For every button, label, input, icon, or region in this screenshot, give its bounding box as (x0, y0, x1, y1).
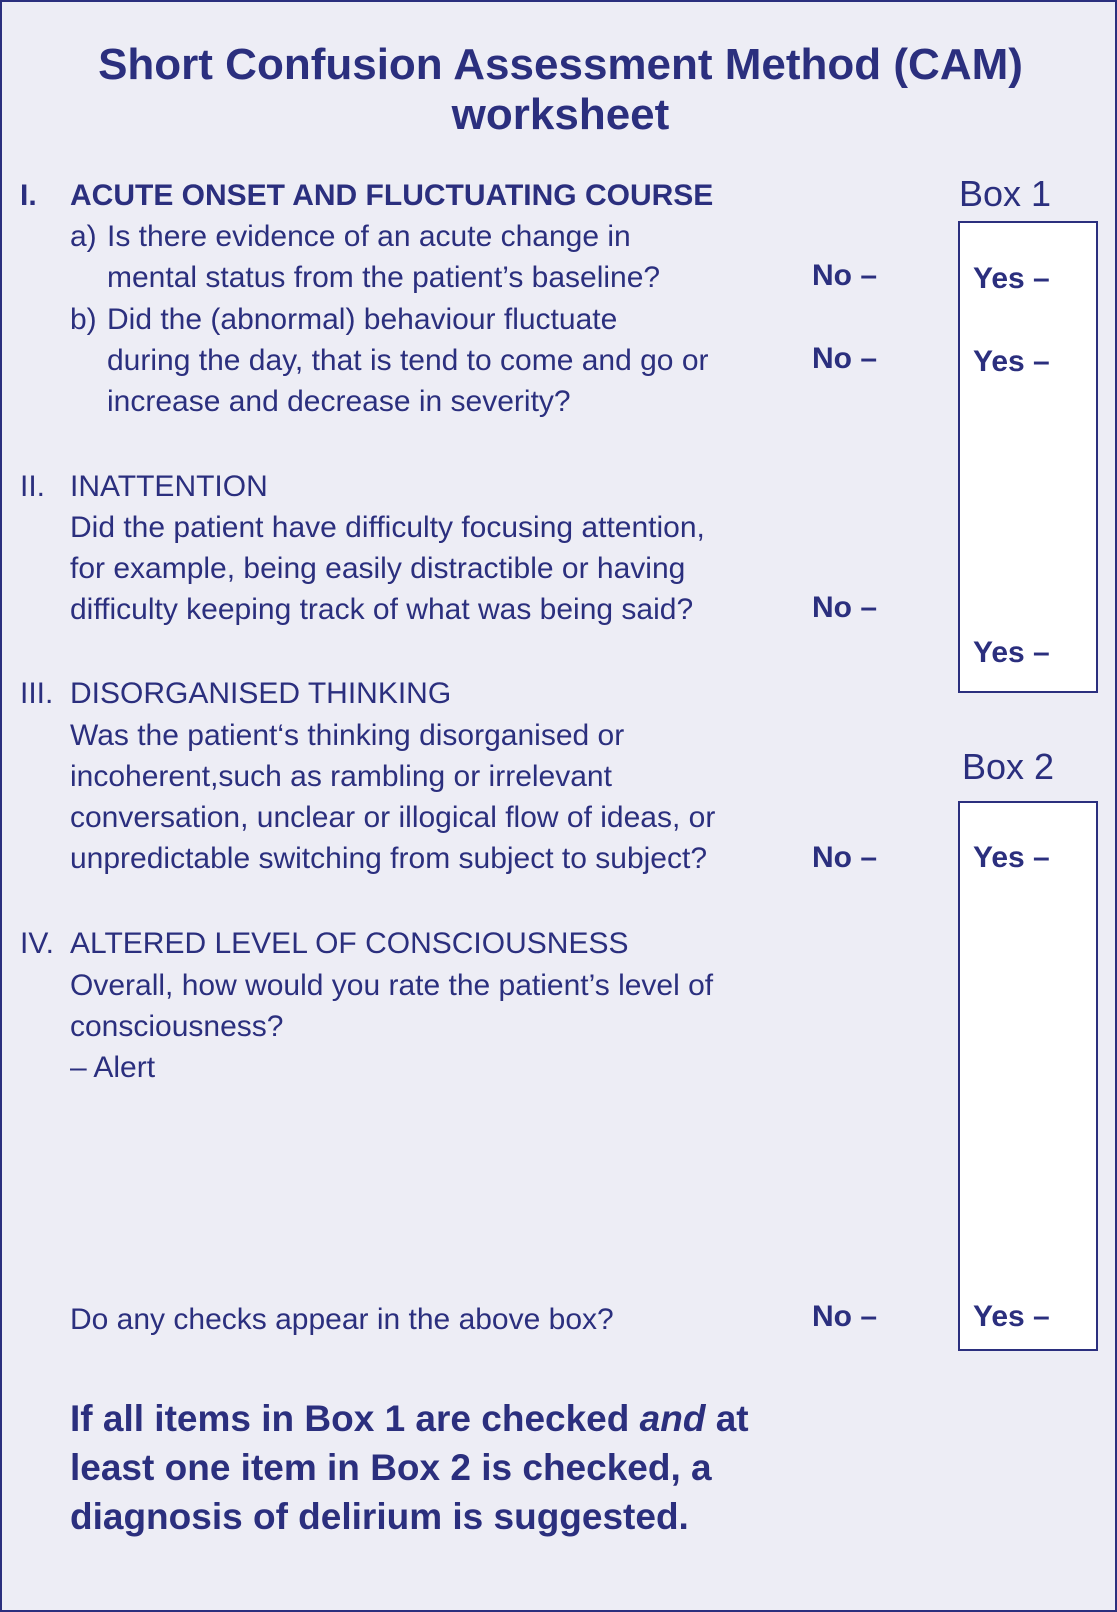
section-1-numeral: I. (20, 179, 37, 212)
section-4-line-1: Overall, how would you rate the patient’s level of (70, 969, 714, 1002)
section-2-line-3: difficulty keeping track of what was being said? (70, 593, 694, 626)
section-2-no-option[interactable]: No – (812, 591, 878, 624)
conclusion-line-1-end: at (705, 1398, 749, 1439)
box-1-label: Box 1 (959, 173, 1052, 214)
box-2[interactable] (958, 801, 1098, 1351)
page-title (2, 40, 1117, 140)
section-1-heading: ACUTE ONSET AND FLUCTUATING COURSE (70, 179, 714, 212)
question-1a-yes-option[interactable]: Yes – (973, 262, 1050, 295)
section-4-heading: ALTERED LEVEL OF CONSCIOUSNESS (70, 927, 629, 960)
question-1a-marker: a) (70, 220, 97, 253)
checks-yes-option[interactable]: Yes – (973, 1300, 1050, 1333)
section-4-line-2: consciousness? (70, 1010, 284, 1043)
section-4-option-alert[interactable]: – Alert (70, 1051, 156, 1084)
question-1a-no-option[interactable]: No – (812, 259, 878, 292)
question-1b-marker: b) (70, 303, 97, 336)
section-3-line-3: conversation, unclear or illogical flow of ideas, or (70, 801, 716, 834)
title-line-2: worksheet (451, 90, 670, 139)
section-3-yes-option[interactable]: Yes – (973, 841, 1050, 874)
section-3-line-1: Was the patient‘s thinking disorganised or (70, 719, 625, 752)
section-2-numeral: II. (20, 470, 46, 503)
section-3-no-option[interactable]: No – (812, 841, 878, 874)
section-3-numeral: III. (20, 677, 54, 710)
question-1b-no-option[interactable]: No – (812, 342, 878, 375)
question-1a-line-1: Is there evidence of an acute change in (107, 220, 631, 253)
conclusion-line-2: least one item in Box 2 is checked, a (70, 1447, 712, 1488)
title-line-1: Short Confusion Assessment Method (CAM) (98, 40, 1023, 89)
section-2-line-1: Did the patient have difficulty focusing attention, (70, 511, 705, 544)
conclusion-emphasis: and (639, 1398, 706, 1439)
conclusion-line-3: diagnosis of delirium is suggested. (70, 1496, 689, 1537)
question-1b-line-2: during the day, that is tend to come and go or (107, 344, 709, 377)
question-1a-line-2: mental status from the patient’s baseline? (107, 261, 661, 294)
question-1b-line-3: increase and decrease in severity? (107, 385, 571, 418)
conclusion-line-1 (70, 1394, 749, 1443)
section-4-numeral: IV. (20, 927, 54, 960)
checks-question: Do any checks appear in the above box? (70, 1303, 614, 1336)
section-3-line-2: incoherent,such as rambling or irrelevant (70, 760, 612, 793)
question-1b-yes-option[interactable]: Yes – (973, 345, 1050, 378)
section-2-yes-option[interactable]: Yes – (973, 636, 1050, 669)
section-3-line-4: unpredictable switching from subject to subject? (70, 842, 708, 875)
conclusion-line-1-start: If all items in Box 1 are checked (70, 1398, 640, 1439)
question-1b-line-1: Did the (abnormal) behaviour fluctuate (107, 303, 618, 336)
section-2-heading: INATTENTION (70, 470, 268, 503)
checks-no-option[interactable]: No – (812, 1300, 878, 1333)
section-2-line-2: for example, being easily distractible or having (70, 552, 686, 585)
box-2-label: Box 2 (962, 746, 1055, 787)
section-3-heading: DISORGANISED THINKING (70, 677, 452, 710)
